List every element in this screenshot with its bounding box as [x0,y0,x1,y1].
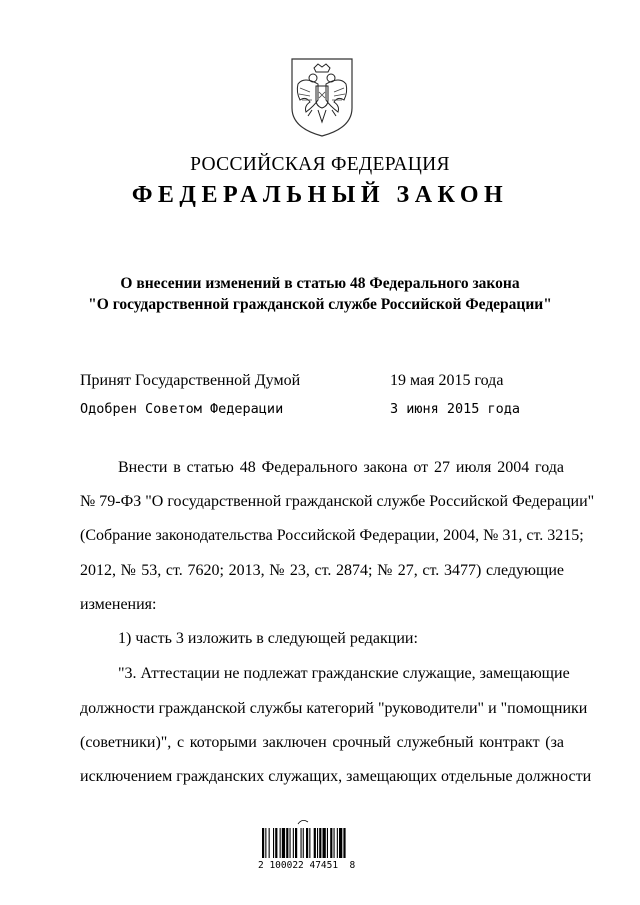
duma-adoption-label: Принят Государственной Думой [80,372,301,389]
law-subject [0,273,640,315]
subject-line-2: "О государственной гражданской службе Российской Федерации" [88,296,552,313]
body-line: 1) часть 3 изложить в следующей редакции: [118,630,418,647]
body-line: исключением гражданских служащих, замещающих отдельные должности [80,768,592,785]
barcode-number: 2 100022 47451 8 [258,860,356,871]
country-name: РОССИЙСКАЯ ФЕДЕРАЦИЯ [190,154,450,175]
body-line: 2012, № 53, ст. 7620; 2013, № 23, ст. 2874; № 27, ст. 3477) следующие [80,562,564,579]
body-line: (советники)", с которыми заключен срочный служебный контракт (за [80,734,564,751]
duma-adoption-date: 19 мая 2015 года [390,372,504,389]
document-type-title: ФЕДЕРАЛЬНЫЙ ЗАКОН [131,182,509,208]
body-line: "3. Аттестации не подлежат гражданские служащие, замещающие [118,665,570,682]
coat-of-arms-emblem [288,56,356,138]
council-approval-date: 3 июня 2015 года [390,401,521,417]
barcode-image [258,818,378,860]
body-line: (Собрание законодательства Российской Федерации, 2004, № 31, ст. 3215; [80,527,584,544]
body-line: изменения: [80,596,157,613]
body-line: № 79-ФЗ "О государственной гражданской службе Российской Федерации" [80,493,595,510]
council-approval-label: Одобрен Советом Федерации [80,401,284,417]
subject-line-1: О внесении изменений в статью 48 Федерального закона [120,275,520,292]
body-line: Внести в статью 48 Федерального закона от 27 июля 2004 года [118,459,564,476]
body-line: должности гражданской службы категорий "руководители" и "помощники [80,700,588,717]
